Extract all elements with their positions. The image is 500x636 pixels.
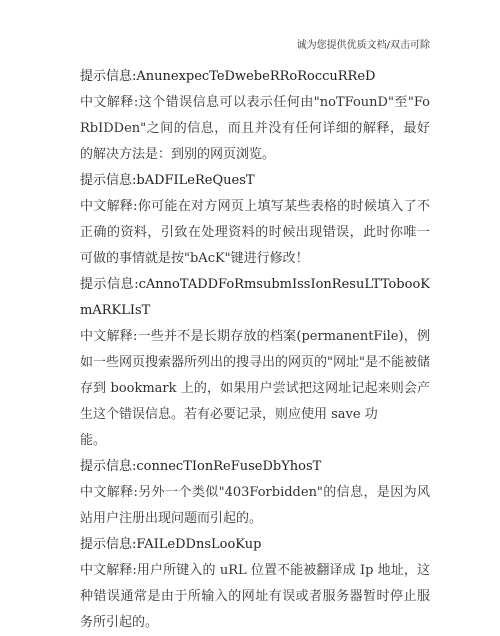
document-body xyxy=(80,64,430,636)
explanation-paragraph: 中文解释:另外一个类似"403Forbidden"的信息，是因为风站用户注册出现问题而引起的。 xyxy=(80,485,430,526)
tip-line: 提示信息:cAnnoTADDFoRmsubmIssIonResuLTTobooKmARKLIsT xyxy=(80,277,430,318)
explanation-paragraph: 中文解释:用户所键入的 uRL 位置不能被翻译成 Ip 地址，这种错误通常是由于所输入的网址有误或者服务器暂时停止服务所引起的。 xyxy=(80,563,430,630)
tip-line: 提示信息:connecTIonReFuseDbYhosT xyxy=(80,459,322,474)
explanation-paragraph: 中文解释:这个错误信息可以表示任何由"noTFounD"至"FoRbIDDen"之间的信息，而且并没有任何详细的解释，最好的解决方法是：到别的网页浏览。 xyxy=(80,95,430,162)
tip-line: 提示信息:FAILeDDnsLooKup xyxy=(80,537,262,552)
header-note: 诚为您提供优质文档/双击可除 xyxy=(296,40,430,51)
explanation-paragraph: 中文解释:你可能在对方网页上填写某些表格的时候填入了不正确的资料，引致在处理资料的时候出现错误，此时你唯一可做的事情就是按"bAcK"键进行修改！ xyxy=(80,199,430,266)
explanation-continuation: 能。 xyxy=(80,433,107,448)
explanation-paragraph: 中文解释:一些并不是长期存放的档案(permanentFile)，例如一些网页搜索器所列出的搜寻出的网页的"网址"是不能被储存到 bookmark 上的，如果用户尝试把这网址记起来则会产生这个错误信息。若有必要记录，则应使用 save 功 xyxy=(80,329,430,422)
tip-line: 提示信息:AnunexpecTeDwebeRRoRoccuRReD xyxy=(80,69,376,84)
tip-line: 提示信息:bADFILeReQuesT xyxy=(80,173,255,188)
